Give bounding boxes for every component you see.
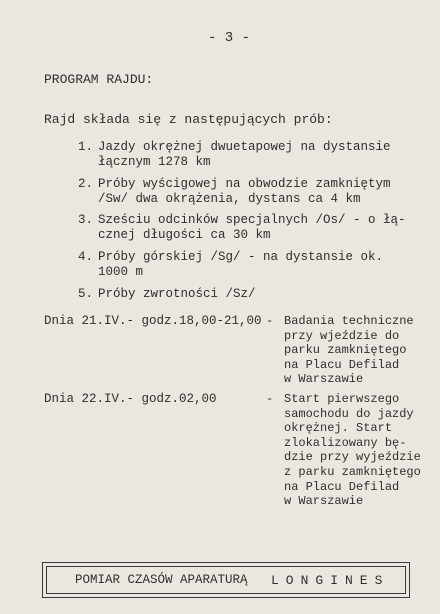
note-line: samochodu do jazdy — [284, 406, 414, 421]
note-dash: - — [266, 314, 274, 328]
timing-label: POMIAR CZASÓW APARATURĄ — [75, 573, 248, 587]
item-number: 2. — [78, 177, 94, 191]
item-line: Próby zwrotności /Sz/ — [98, 287, 256, 301]
intro-text: Rajd składa się z następujących prób: — [44, 112, 333, 127]
item-line: łącznym 1278 km — [98, 155, 211, 169]
schedule-day-2: Dnia 22.IV.- godz.02,00 — [44, 392, 217, 406]
note-line: przy wjeździe do — [284, 328, 400, 343]
timing-footer-box — [42, 562, 410, 598]
note-line: na Placu Defilad — [284, 479, 400, 494]
item-line: Próby wyścigowej na obwodzie zamkniętym — [98, 177, 391, 191]
brand-name: LONGINES — [271, 573, 390, 588]
note-line: Start pierwszego — [284, 392, 400, 406]
note-dash: - — [266, 392, 274, 406]
item-number: 1. — [78, 140, 94, 154]
note-line: parku zamkniętego — [284, 343, 407, 358]
item-line: cznej długości ca 30 km — [98, 228, 271, 242]
item-line: Sześciu odcinków specjalnych /Os/ - o łą- — [98, 213, 406, 227]
item-line: /Sw/ dwa okrążenia, dystans ca 4 km — [98, 192, 361, 206]
page-number: - 3 - — [208, 30, 251, 46]
note-line: zlokalizowany bę- — [284, 435, 407, 450]
program-title: PROGRAM RAJDU: — [44, 72, 154, 87]
item-line: Próby górskiej /Sg/ - na dystansie ok. — [98, 250, 384, 264]
note-line: okrężnej. Start — [284, 421, 393, 436]
item-number: 3. — [78, 213, 94, 227]
item-number: 4. — [78, 250, 94, 264]
note-line: w Warszawie — [284, 372, 364, 387]
schedule-day-1: Dnia 21.IV.- godz.18,00-21,00 — [44, 314, 262, 328]
item-number: 5. — [78, 287, 94, 301]
item-line: 1000 m — [98, 265, 144, 279]
note-line: w Warszawie — [284, 494, 364, 509]
note-line: Badania techniczne — [284, 314, 414, 328]
item-line: Jazdy okrężnej dwuetapowej na dystansie — [98, 140, 391, 154]
note-line: dzie przy wyjeździe — [284, 450, 421, 465]
note-line: na Placu Defilad — [284, 357, 400, 372]
note-line: z parku zamkniętego — [284, 464, 421, 479]
